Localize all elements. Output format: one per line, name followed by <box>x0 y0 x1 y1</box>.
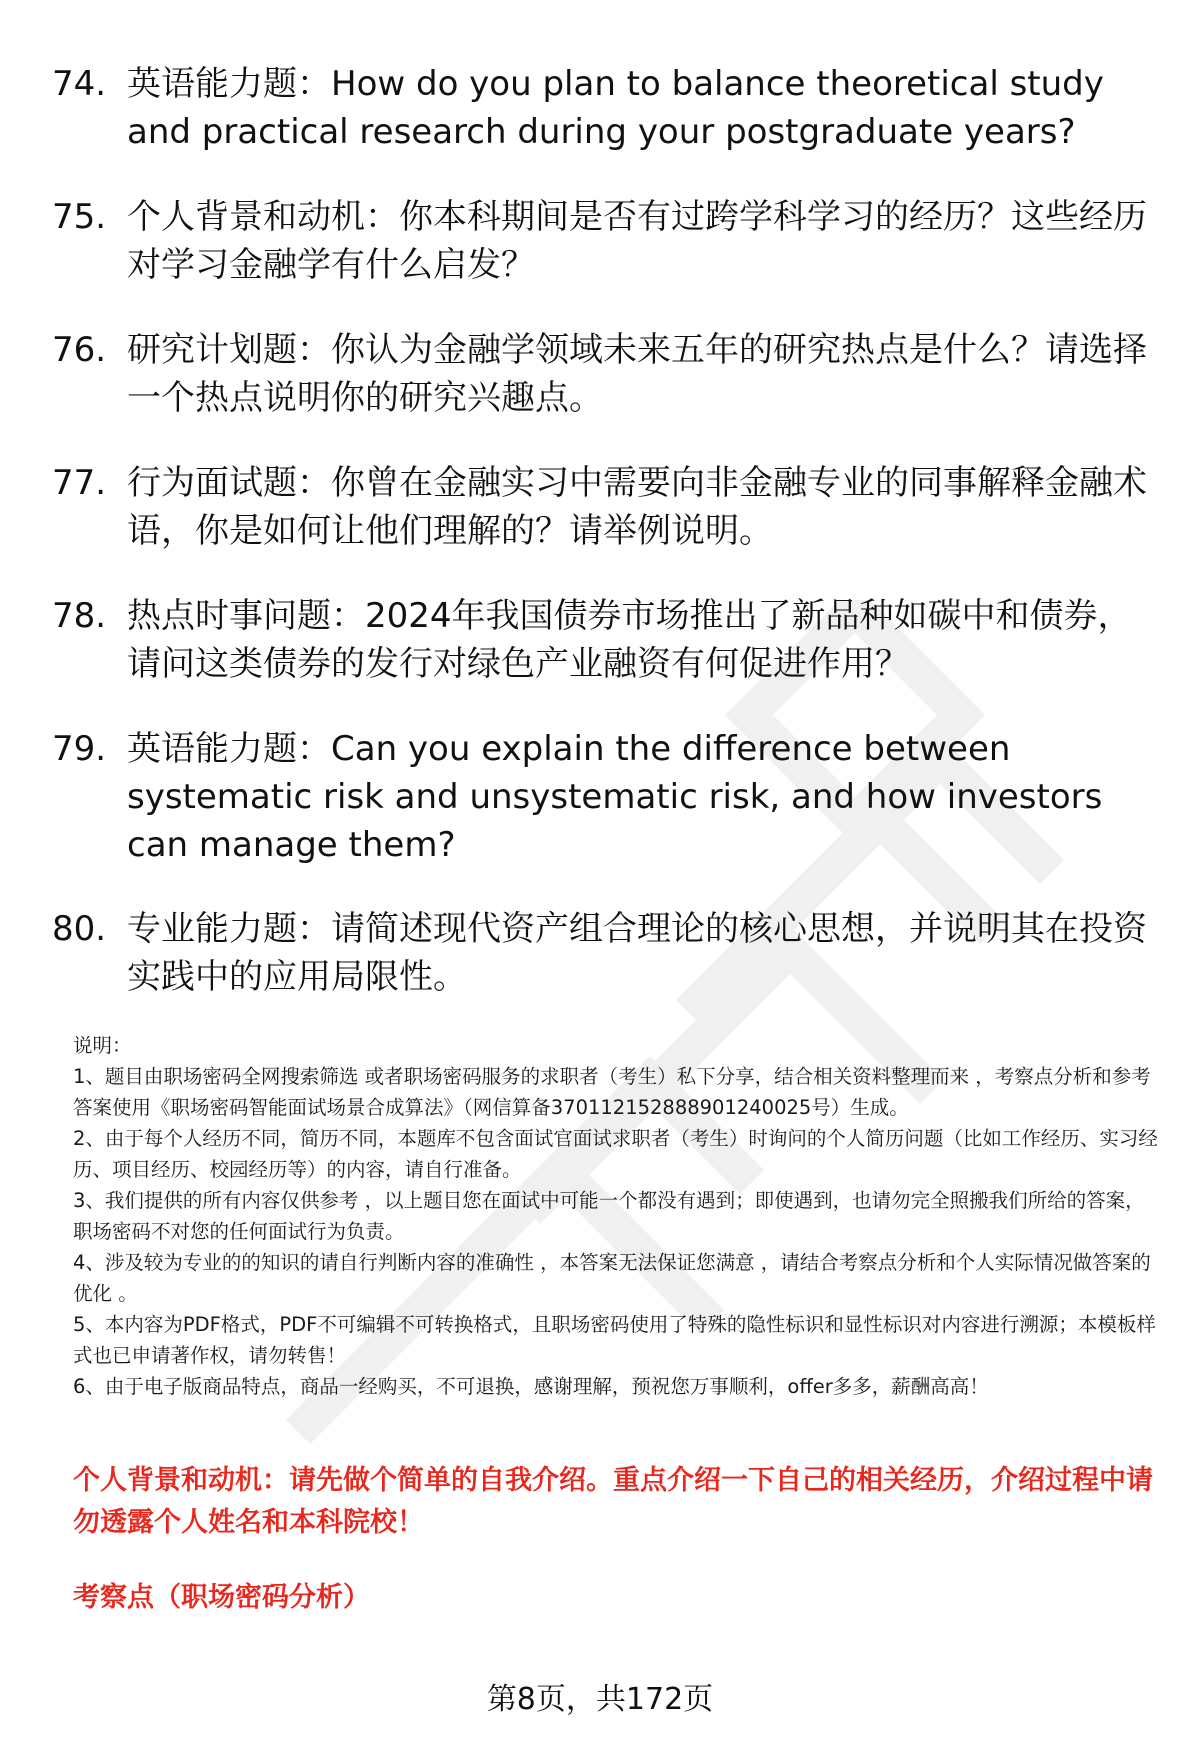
featured-question: 个人背景和动机：请先做个简单的自我介绍。重点介绍一下自己的相关经历，介绍过程中请勿透露个人姓名和本科院校！ <box>73 1465 1153 1538</box>
question-number: 78. <box>52 596 107 636</box>
featured-question-block <box>73 1460 1163 1619</box>
question-item <box>52 326 1152 422</box>
question-text: 专业能力题：请简述现代资产组合理论的核心思想，并说明其在投资实践中的应用局限性。 <box>127 909 1147 997</box>
question-number: 80. <box>52 909 107 949</box>
question-number: 79. <box>52 729 107 769</box>
question-list <box>52 60 1152 1038</box>
question-text: 英语能力题：Can you explain the difference between systematic risk and unsystematic risk, and how investors can manage them? <box>127 729 1103 865</box>
notes-section <box>73 1030 1163 1402</box>
page-footer: 第8页，共172页 <box>486 1682 714 1717</box>
analysis-section-title: 考察点（职场密码分析） <box>73 1582 370 1613</box>
question-item <box>52 459 1152 555</box>
notes-heading: 说明： <box>73 1034 132 1057</box>
note-item: 3、我们提供的所有内容仅供参考 ，以上题目您在面试中可能一个都没有遇到；即使遇到，也请勿完全照搬我们所给的答案，职场密码不对您的任何面试行为负责。 <box>73 1189 1145 1243</box>
question-item <box>52 592 1152 688</box>
note-item: 2、由于每个人经历不同，简历不同，本题库不包含面试官面试求职者（考生）时询问的个人简历问题（比如工作经历、实习经历、项目经历、校园经历等）的内容，请自行准备。 <box>73 1127 1158 1181</box>
question-item <box>52 725 1152 869</box>
note-item: 6、由于电子版商品特点，商品一经购买，不可退换，感谢理解，预祝您万事顺利，offer多多，薪酬高高！ <box>73 1375 989 1398</box>
question-text: 研究计划题：你认为金融学领域未来五年的研究热点是什么？请选择一个热点说明你的研究兴趣点。 <box>127 330 1147 418</box>
question-text: 行为面试题：你曾在金融实习中需要向非金融专业的同事解释金融术语，你是如何让他们理解的？请举例说明。 <box>127 463 1147 551</box>
question-number: 77. <box>52 463 107 503</box>
question-number: 74. <box>52 64 107 104</box>
question-item <box>52 193 1152 289</box>
note-item: 1、题目由职场密码全网搜索筛选 或者职场密码服务的求职者（考生）私下分享，结合相关资料整理而来 ，考察点分析和参考答案使用《职场密码智能面试场景合成算法》（网信算备370112152888901240025号）生成。 <box>73 1065 1151 1119</box>
note-item: 4、涉及较为专业的的知识的请自行判断内容的准确性 ，本答案无法保证您满意 ，请结合考察点分析和个人实际情况做答案的优化 。 <box>73 1251 1151 1305</box>
question-number: 76. <box>52 330 107 370</box>
question-text: 个人背景和动机：你本科期间是否有过跨学科学习的经历？这些经历对学习金融学有什么启发？ <box>127 197 1147 285</box>
question-text: 英语能力题：How do you plan to balance theoretical study and practical research during your postgraduate years? <box>127 64 1104 152</box>
note-item: 5、本内容为PDF格式，PDF不可编辑不可转换格式，且职场密码使用了特殊的隐性标识和显性标识对内容进行溯源；本模板样式也已申请著作权，请勿转售！ <box>73 1313 1156 1367</box>
question-item <box>52 905 1152 1001</box>
question-number: 75. <box>52 197 107 237</box>
question-item <box>52 60 1152 156</box>
question-text: 热点时事问题：2024年我国债券市场推出了新品种如碳中和债券，请问这类债券的发行对绿色产业融资有何促进作用？ <box>127 596 1132 684</box>
